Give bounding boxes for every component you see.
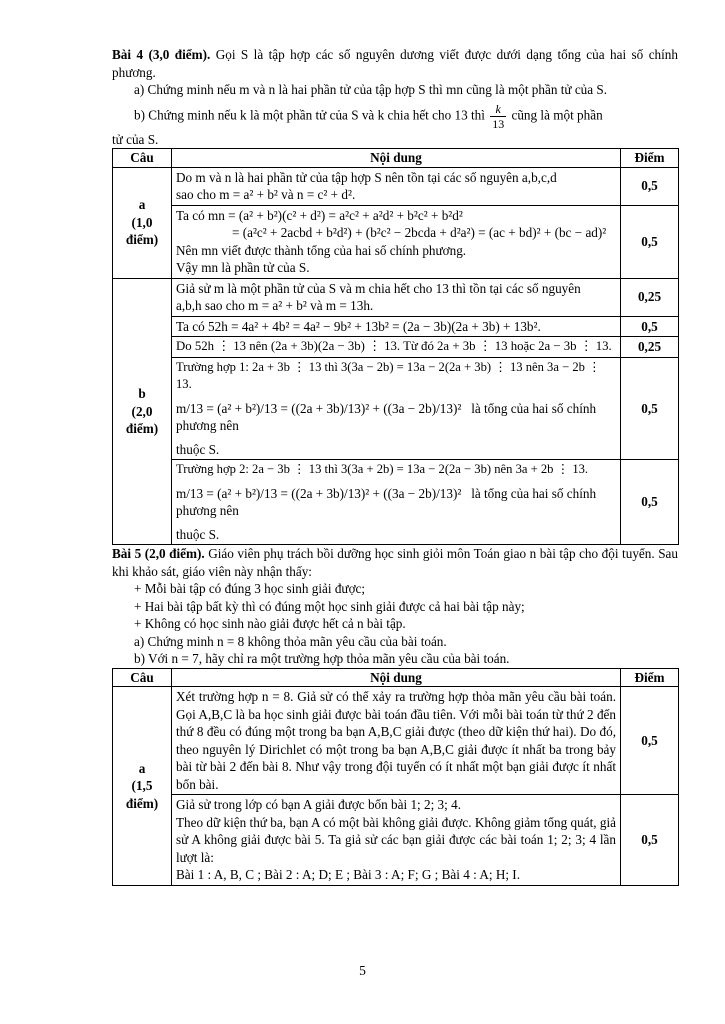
row-content — [172, 278, 621, 316]
table-header — [113, 668, 679, 687]
bai5-heading: Bài 5 (2,0 điểm). — [112, 546, 205, 561]
equation: m/13 = (a² + b²)/13 = ((2a + 3b)/13)² + ((3a − 2b)/13)² — [176, 400, 462, 416]
bai4-part-b-pre: b) Chứng minh nếu k là một phần tử của S và k chia hết cho 13 thì — [134, 107, 485, 123]
content-line: = (a²c² + 2acbd + b²d²) + (b²c² − 2bcda + d²a²) = (ac + bd)² + (bc − ad)² — [232, 225, 607, 240]
col-noidung: Nội dung — [172, 149, 621, 168]
label-line: điểm) — [125, 421, 159, 436]
bai5-part-b: b) Với n = 7, hãy chỉ ra một trường hợp thỏa mãn yêu cầu của bài toán. — [134, 651, 510, 666]
row-score: 0,25 — [621, 337, 679, 358]
frac-num: k — [490, 102, 506, 117]
row-score: 0,25 — [621, 278, 679, 316]
table-row — [113, 337, 679, 358]
equation-line — [176, 479, 616, 526]
table-row — [113, 687, 679, 795]
frac-den: 13 — [492, 116, 505, 131]
bai5-intro: Giáo viên phụ trách bồi dưỡng học sinh giỏi môn Toán giao n bài tập cho đội tuyển. Sau khi khảo sát, giáo viên này nhận thấy: — [112, 546, 678, 579]
equation-tail: là tổng của hai số chính phương nên — [176, 400, 597, 433]
bai4-part-a: a) Chứng minh nếu m và n là hai phần tử của tập hợp S thì mn cũng là một phần tử của S. — [134, 82, 608, 97]
label-line: a — [138, 197, 146, 213]
bai5-intro-paragraph — [112, 545, 678, 580]
content-line: Trường hợp 1: 2a + 3b ⋮ 13 thì 3(3a − 2b) = 13a − 2(2a + 3b) ⋮ 13 nên 3a − 2b ⋮ 13. — [176, 359, 601, 391]
bai5-condition-1: + Mỗi bài tập có đúng 3 học sinh giải được; — [134, 581, 366, 596]
content-line: Ta có mn = (a² + b²)(c² + d²) = a²c² + a²d² + b²c² + b²d² — [176, 207, 463, 223]
equation: m/13 = (a² + b²)/13 = ((2a + 3b)/13)² + ((3a − 2b)/13)² — [176, 485, 462, 501]
label-line: điểm) — [125, 232, 159, 248]
row-score: 0,5 — [621, 167, 679, 205]
bai5-condition-2: + Hai bài tập bất kỳ thì có đúng một học sinh giải được cả hai bài tập này; — [134, 598, 525, 614]
content-line: sao cho m = a² + b² và n = c² + d². — [176, 187, 356, 202]
row-content — [172, 460, 621, 545]
content-line: Bài 1 : A, B, C ; Bài 2 : A; D; E ; Bài 3 : A; F; G ; Bài 4 : A; H; I. — [176, 867, 520, 882]
bai5-condition-3: + Không có học sinh nào giải được hết cả n bài tập. — [134, 616, 406, 631]
content-line: a,b,h sao cho m = a² + b² và m = 13h. — [176, 298, 374, 313]
col-cau: Câu — [113, 668, 172, 687]
bai4-part-b-tail: tử của S. — [112, 131, 159, 147]
content-line: Nên mn viết được thành tổng của hai số chính phương. — [176, 242, 467, 258]
bai4-part-b — [112, 102, 678, 131]
bai4-heading: Bài 4 (3,0 điểm). — [112, 47, 211, 62]
content-line: Do m và n là hai phần tử của tập hợp S nên tồn tại các số nguyên a,b,c,d — [176, 169, 557, 185]
label-line: a — [138, 760, 146, 776]
bai4-table — [112, 148, 679, 545]
col-diem: Điểm — [621, 149, 679, 168]
row-content — [172, 357, 621, 460]
row-content — [172, 795, 621, 886]
bai4-intro: Gọi S là tập hợp các số nguyên dương viết được dưới dạng tổng của hai số chính phương. — [112, 47, 678, 80]
row-content: Do 52h ⋮ 13 nên (2a + 3b)(2a − 3b) ⋮ 13. Từ đó 2a + 3b ⋮ 13 hoặc 2a − 3b ⋮ 13. — [172, 337, 621, 358]
bai5-table — [112, 668, 679, 886]
content-line: thuộc S. — [176, 441, 220, 457]
equation-line — [176, 394, 616, 441]
cau-a-label — [113, 687, 172, 886]
bai4-intro-paragraph — [112, 46, 678, 81]
row-score: 0,5 — [621, 795, 679, 886]
table-row — [113, 167, 679, 205]
table-row — [113, 278, 679, 316]
row-score: 0,5 — [621, 357, 679, 460]
col-noidung: Nội dung — [172, 668, 621, 687]
table-header — [113, 149, 679, 168]
table-row — [113, 357, 679, 460]
label-line: (2,0 — [131, 403, 153, 419]
content-line: Trường hợp 2: 2a − 3b ⋮ 13 thì 3(3a + 2b) = 13a − 2(2a − 3b) nên 3a + 2b ⋮ 13. — [176, 462, 589, 476]
bai4-part-b-post: cũng là một phần — [511, 107, 603, 123]
row-score: 0,5 — [621, 460, 679, 545]
table-row — [113, 205, 679, 278]
equation-tail: là tổng của hai số chính phương nên — [176, 485, 597, 518]
col-diem: Điểm — [621, 668, 679, 687]
label-line: b — [138, 386, 146, 401]
table-row — [113, 460, 679, 545]
content-line: Vậy mn là phần tử của S. — [176, 260, 310, 275]
label-line: điểm) — [125, 795, 159, 811]
label-line: (1,0 — [131, 214, 153, 230]
bai5-part-a: a) Chứng minh n = 8 không thỏa mãn yêu cầu của bài toán. — [134, 633, 447, 649]
content-line: thuộc S. — [176, 526, 220, 542]
cau-b-label — [113, 278, 172, 545]
content-line: Theo dữ kiện thứ ba, bạn A có một bài không giải được. Không giảm tổng quát, giả sử A không giải được bài 5. Ta giả sử các bạn giải được các bài toán 1; 2; 3; 4 lần lượt là: — [176, 814, 616, 865]
row-content: Xét trường hợp n = 8. Giả sử có thể xảy ra trường hợp thỏa mãn yêu cầu bài toán. Gọi A,B,C là ba học sinh giải được bài toán đầu tiên. Với mỗi bài toán từ thứ 2 đến thứ 8 đều có đúng một trong ba bạn A,B,C giải được (theo dữ kiện thứ hai). Do đó, theo nguyên lý Dirichlet có một trong ba bạn A,B,C giải được ít nhất ba trong bảy bài từ bài 2 đến bài 8. Như vậy trong đội tuyển có ít nhất một bạn giải được ít nhất bốn bài. — [172, 687, 621, 795]
row-content: Ta có 52h = 4a² + 4b² = 4a² − 9b² + 13b² = (2a − 3b)(2a + 3b) + 13b². — [172, 316, 621, 337]
table-row — [113, 316, 679, 337]
cau-a-label — [113, 167, 172, 278]
row-content — [172, 205, 621, 278]
page-content — [112, 46, 678, 886]
row-content — [172, 167, 621, 205]
k-over-13-fraction — [490, 102, 506, 131]
table-row — [113, 795, 679, 886]
row-score: 0,5 — [621, 205, 679, 278]
row-score: 0,5 — [621, 316, 679, 337]
content-line: Giả sử trong lớp có bạn A giải được bốn bài 1; 2; 3; 4. — [176, 797, 461, 812]
content-line: Giả sử m là một phần tử của S và m chia hết cho 13 thì tồn tại các số nguyên — [176, 280, 581, 296]
row-score: 0,5 — [621, 687, 679, 795]
label-line: (1,5 — [131, 778, 153, 793]
page-number: 5 — [359, 963, 366, 978]
col-cau: Câu — [113, 149, 172, 168]
